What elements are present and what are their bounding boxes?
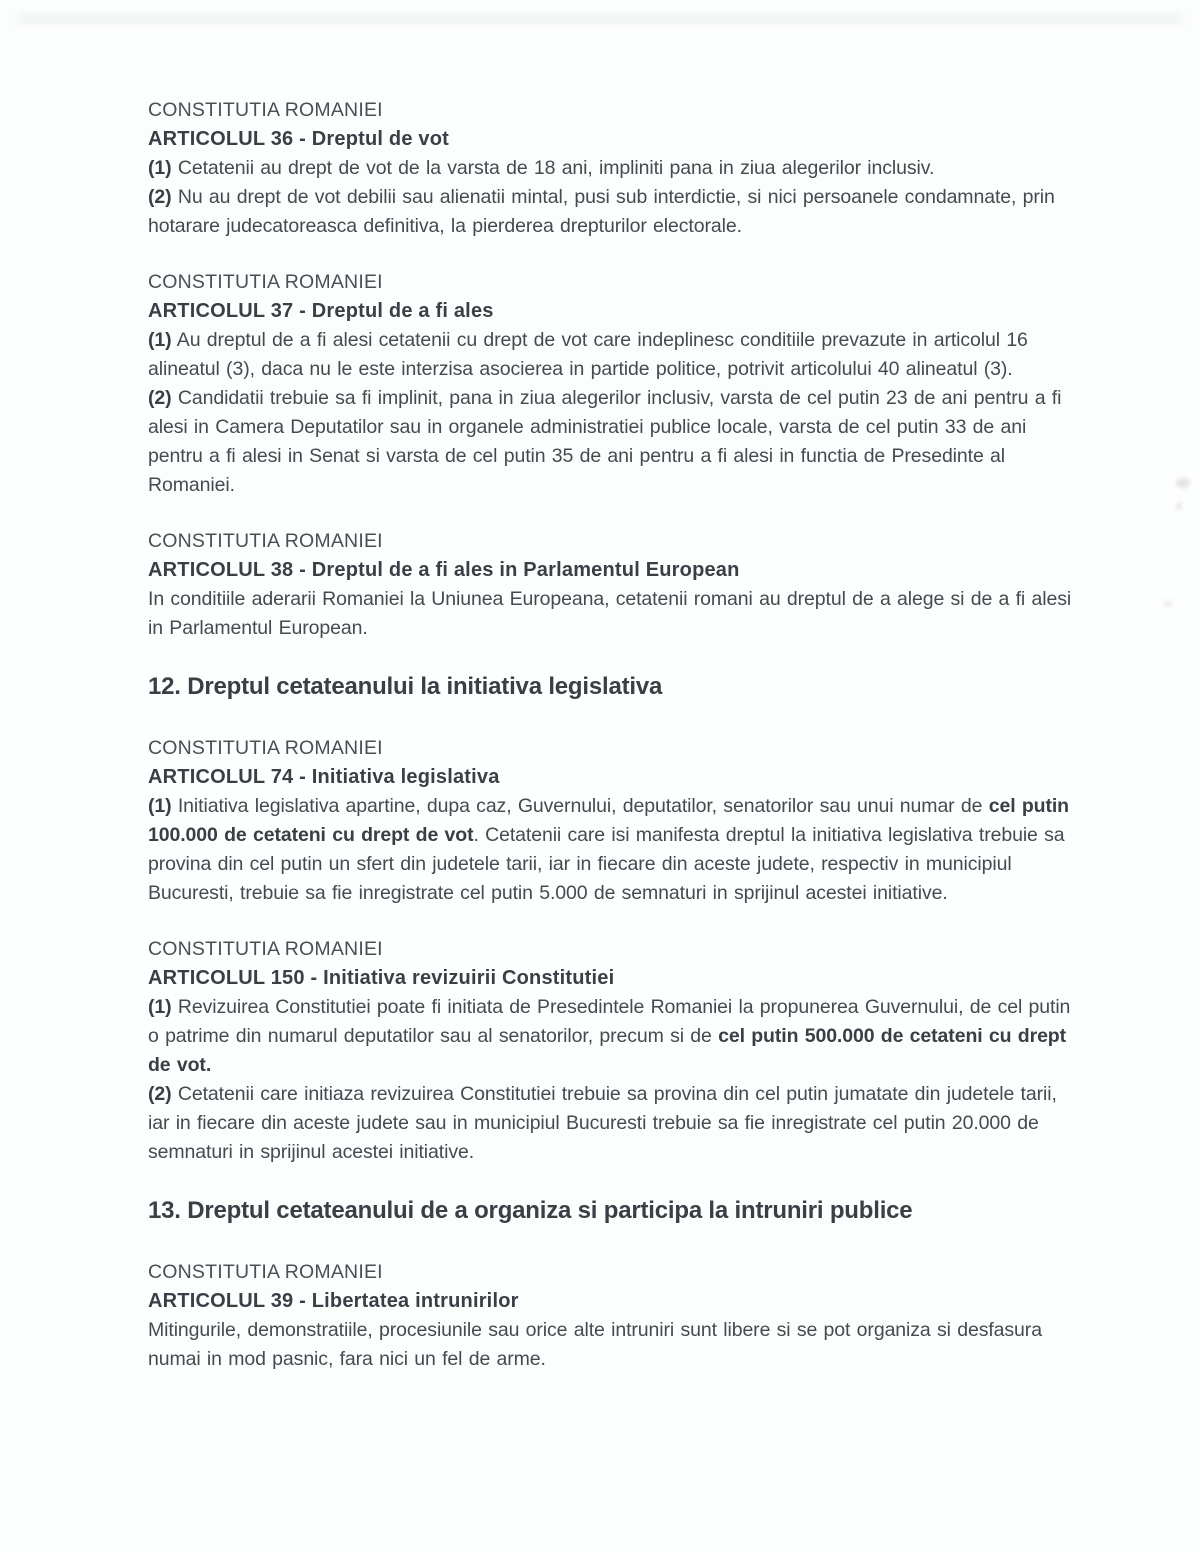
- scan-noise-strip: [18, 14, 1182, 24]
- article-37-paragraph-1: (1) Au dreptul de a fi alesi cetatenii cu drept de vot care indeplinesc conditiile prevazute in articolul 16 alineatul (3), daca nu le este interzisa asocierea in partide politice, potrivit articolului 40 alineatul (3).: [148, 329, 1028, 380]
- section-heading-12: 12. Dreptul cetateanului la initiativa legislativa: [148, 673, 663, 700]
- article-74-paragraph-1: (1) Initiativa legislativa apartine, dupa caz, Guvernului, deputatilor, senatorilor sau unui numar de cel putin 100.000 de cetateni cu drept de vot. Cetatenii care isi manifesta dreptul la initiativa legislativa trebuie sa provina din cel putin un sfert din judetele tarii, iar in fiecare din aceste judete, respectiv in municipiul Bucuresti, trebuie sa fie inregistrate cel putin 5.000 de semnaturi in sprijinul acestei initiative.: [148, 795, 1069, 904]
- article-39-paragraph-1: Mitingurile, demonstratiile, procesiunile sau orice alte intruniri sunt libere si se pot organiza si desfasura numai in mod pasnic, fara nici un fel de arme.: [148, 1319, 1042, 1370]
- document-content: [148, 96, 1078, 1401]
- scan-smudge-artifact: [1176, 502, 1182, 510]
- article-150-block: [148, 935, 1078, 1167]
- article-38-paragraph-1: In conditiile aderarii Romaniei la Uniunea Europeana, cetatenii romani au dreptul de a alege si de a fi alesi in Parlamentul European.: [148, 588, 1072, 639]
- article-38-title: ARTICOLUL 38 - Dreptul de a fi ales in Parlamentul European: [148, 559, 740, 581]
- scan-smudge-artifact: [1164, 600, 1172, 607]
- article-38-source-line: CONSTITUTIA ROMANIEI: [148, 530, 383, 552]
- article-36-paragraph-2: (2) Nu au drept de vot debilii sau alienatii mintal, pusi sub interdictie, si nici persoanele condamnate, prin hotarare judecatoreasca definitiva, la pierderea drepturilor electorale.: [148, 186, 1055, 237]
- article-74-title: ARTICOLUL 74 - Initiativa legislativa: [148, 766, 500, 788]
- section-heading-13: 13. Dreptul cetateanului de a organiza si participa la intruniri publice: [148, 1197, 913, 1224]
- article-37-source-line: CONSTITUTIA ROMANIEI: [148, 271, 383, 293]
- article-150-paragraph-2: (2) Cetatenii care initiaza revizuirea Constitutiei trebuie sa provina din cel putin jumatate din judetele tarii, iar in fiecare din aceste judete sau in municipiul Bucuresti trebuie sa fie inregistrate cel putin 20.000 de semnaturi in sprijinul acestei initiative.: [148, 1083, 1057, 1163]
- article-39-block: [148, 1258, 1078, 1374]
- article-36-title: ARTICOLUL 36 - Dreptul de vot: [148, 128, 450, 150]
- article-37-title: ARTICOLUL 37 - Dreptul de a fi ales: [148, 300, 494, 322]
- article-150-source-line: CONSTITUTIA ROMANIEI: [148, 938, 383, 960]
- article-150-paragraph-1: (1) Revizuirea Constitutiei poate fi initiata de Presedintele Romaniei la propunerea Guvernului, de cel putin o patrime din numarul deputatilor sau al senatorilor, precum si de cel putin 500.000 de cetateni cu drept de vot.: [148, 996, 1071, 1076]
- scan-smudge-artifact: [1176, 478, 1190, 488]
- article-36-source-line: CONSTITUTIA ROMANIEI: [148, 99, 383, 121]
- article-39-title: ARTICOLUL 39 - Libertatea intrunirilor: [148, 1290, 519, 1312]
- article-36-paragraph-1: (1) Cetatenii au drept de vot de la varsta de 18 ani, impliniti pana in ziua alegerilor inclusiv.: [148, 157, 935, 179]
- article-74-block: [148, 734, 1078, 908]
- article-74-source-line: CONSTITUTIA ROMANIEI: [148, 737, 383, 759]
- article-36-block: [148, 96, 1078, 241]
- article-38-block: [148, 527, 1078, 643]
- article-37-paragraph-2: (2) Candidatii trebuie sa fi implinit, pana in ziua alegerilor inclusiv, varsta de cel putin 23 de ani pentru a fi alesi in Camera Deputatilor sau in organele administratiei publice locale, varsta de cel putin 33 de ani pentru a fi alesi in Senat si varsta de cel putin 35 de ani pentru a fi alesi in functia de Presedinte al Romaniei.: [148, 387, 1062, 496]
- article-150-title: ARTICOLUL 150 - Initiativa revizuirii Constitutiei: [148, 967, 615, 989]
- article-37-block: [148, 268, 1078, 500]
- article-39-source-line: CONSTITUTIA ROMANIEI: [148, 1261, 383, 1283]
